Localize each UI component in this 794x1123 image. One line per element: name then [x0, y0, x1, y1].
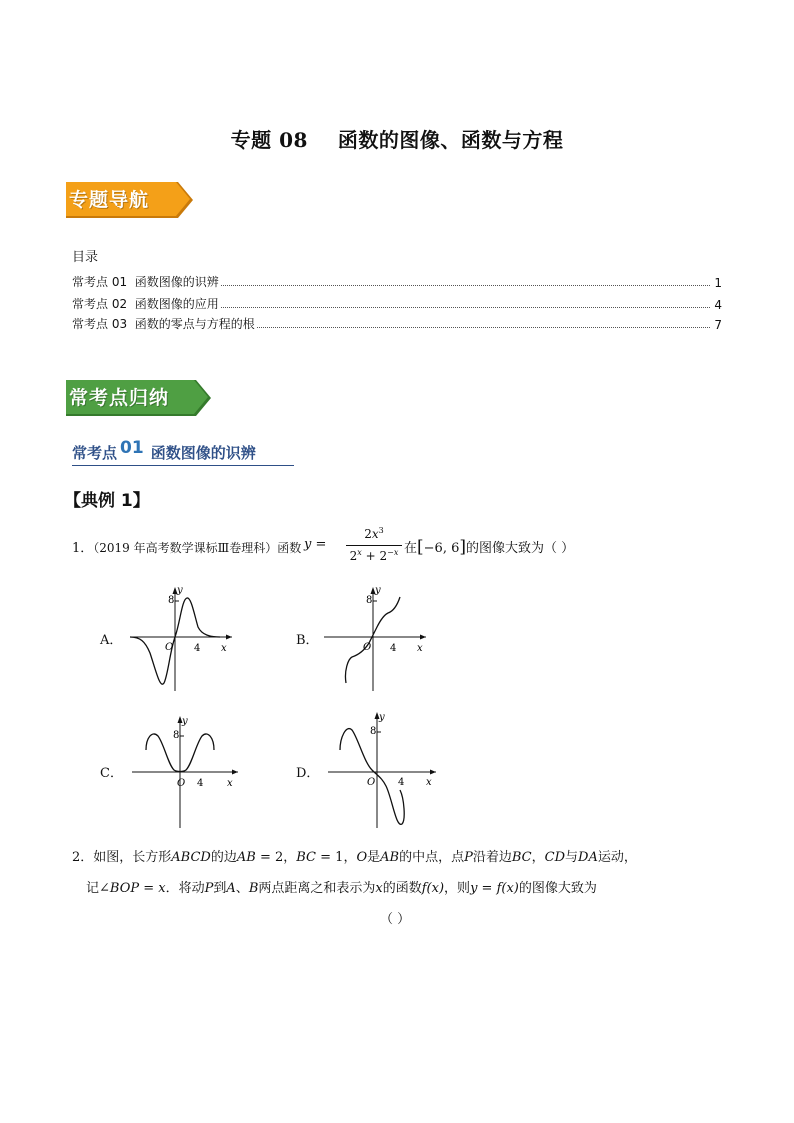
- numerator-coef: 2: [364, 527, 372, 541]
- q2-var: O: [356, 850, 368, 865]
- question-source: （2019 年高考数学课标Ⅲ卷理科）函数: [93, 541, 302, 555]
- question-2-line-1: [72, 846, 637, 865]
- q2-var: BOP: [109, 881, 140, 896]
- q2-text: = 1，: [316, 850, 357, 865]
- toc-item-page: 7: [714, 318, 722, 332]
- summary-banner: [66, 380, 212, 416]
- q2-text: 的函数: [382, 881, 422, 896]
- q2-text: 到: [213, 881, 227, 896]
- x-axis-arrow: [226, 635, 232, 640]
- section-title: 函数图像的识辨: [150, 444, 256, 462]
- q2-var: P: [464, 850, 473, 865]
- q2-var: x: [158, 881, 166, 896]
- toc-leader-dots: [221, 285, 710, 286]
- section-prefix: 常考点: [72, 444, 118, 462]
- q2-text: 如图，长方形: [93, 850, 172, 865]
- q2-text: ．将动: [165, 881, 205, 896]
- x-axis-label: x: [417, 643, 423, 654]
- q2-text: 的边: [210, 850, 237, 865]
- origin-label: O: [165, 642, 174, 653]
- toc-item-label: 常考点 03 函数的零点与方程的根: [72, 317, 255, 331]
- y-axis-label: y: [375, 585, 381, 596]
- q2-var: AB: [380, 850, 400, 865]
- toc-item[interactable]: [72, 272, 722, 290]
- toc-leader-dots: [257, 327, 710, 328]
- q2-text: =: [139, 881, 159, 896]
- q2-var: A: [226, 881, 236, 896]
- fraction-numerator: [344, 526, 404, 541]
- fraction-denominator: [344, 548, 404, 563]
- question-1-suffix: 在[−6, 6]的图像大致为（ ）: [404, 537, 575, 557]
- summary-banner-label: 常考点归纳: [69, 387, 170, 409]
- numerator-var: x: [371, 527, 379, 541]
- option-a-graph[interactable]: [120, 585, 240, 693]
- q2-text: ，: [531, 850, 545, 865]
- formula-y-var: y: [304, 537, 312, 552]
- section-heading: [72, 438, 256, 463]
- nav-banner-label: 专题导航: [69, 189, 150, 211]
- y-axis-label: y: [182, 716, 188, 727]
- toc-item[interactable]: [72, 294, 722, 312]
- q2-var: ABCD: [171, 850, 211, 865]
- formula-equals: =: [311, 537, 327, 552]
- question-mid: 在: [404, 541, 418, 556]
- x-axis-label: x: [426, 777, 432, 788]
- q2-text: 两点距离之和表示为: [258, 881, 376, 896]
- denominator-exp2: −x: [387, 548, 399, 557]
- y-tick-label: 8: [173, 730, 180, 741]
- option-b-graph[interactable]: [314, 585, 434, 693]
- denominator-plus: + 2: [361, 549, 388, 563]
- option-b-label[interactable]: B．: [296, 633, 319, 648]
- toc-item-label: 常考点 02 函数图像的应用: [72, 297, 219, 311]
- x-axis-label: x: [221, 643, 227, 654]
- origin-label: O: [177, 778, 186, 789]
- y-tick-label: 8: [370, 726, 377, 737]
- q2-var: f(x): [421, 881, 445, 896]
- q2-text: 沿着边: [472, 850, 512, 865]
- q2-var: P: [204, 881, 214, 896]
- question-interval: −6, 6: [423, 541, 460, 556]
- toc-item-label: 常考点 01 函数图像的识辨: [72, 275, 219, 289]
- q2-text: 运动，: [597, 850, 637, 865]
- q2-var: y = f(x): [470, 881, 519, 896]
- q2-text: 记∠: [86, 881, 110, 896]
- example-tag: 【典例 1】: [64, 491, 150, 511]
- question-1-prefix: [72, 537, 301, 556]
- option-a-label[interactable]: A．: [100, 633, 123, 648]
- q2-text: 的图像大致为: [518, 881, 597, 896]
- nav-banner: [66, 182, 194, 218]
- q2-var: x: [375, 881, 383, 896]
- option-c-label[interactable]: C．: [100, 766, 123, 781]
- fraction-bar: [346, 545, 402, 546]
- option-d-label[interactable]: D．: [296, 766, 320, 781]
- y-tick-label: 8: [168, 595, 175, 606]
- x-axis-arrow: [232, 770, 238, 775]
- option-d-graph[interactable]: [322, 710, 442, 830]
- toc-item-page: 4: [714, 298, 722, 312]
- document-title: 专题 08 函数的图像、函数与方程: [230, 128, 564, 152]
- y-axis-label: y: [177, 585, 183, 596]
- formula-y: [304, 537, 326, 552]
- toc-item[interactable]: [72, 314, 722, 332]
- y-axis-label: y: [379, 712, 385, 723]
- x-tick-label: 4: [398, 777, 405, 788]
- question-tail: 的图像大致为（ ）: [466, 541, 575, 556]
- section-underline: [72, 465, 294, 466]
- question-2-number: 2．: [72, 850, 94, 865]
- origin-label: O: [367, 777, 376, 788]
- x-axis-label: x: [227, 778, 233, 789]
- q2-text: 、: [235, 881, 249, 896]
- origin-label: O: [363, 642, 372, 653]
- denominator-base: 2: [349, 549, 358, 563]
- section-number: 01: [120, 438, 144, 458]
- q2-var: DA: [578, 850, 598, 865]
- q2-var: BC: [511, 850, 532, 865]
- option-c-graph[interactable]: [124, 714, 244, 830]
- q2-var: B: [248, 881, 259, 896]
- x-tick-label: 4: [197, 778, 204, 789]
- q2-var: BC: [296, 850, 317, 865]
- denominator-exp1: x: [357, 548, 362, 557]
- q2-var: CD: [544, 850, 566, 865]
- q2-text: = 2，: [255, 850, 297, 865]
- x-axis-arrow: [420, 635, 426, 640]
- toc-heading: 目录: [72, 250, 99, 265]
- q2-var: AB: [236, 850, 256, 865]
- toc-leader-dots: [221, 307, 710, 308]
- q2-text: 的中点，点: [399, 850, 465, 865]
- toc-item-page: 1: [714, 276, 722, 290]
- q2-text: ，则: [444, 881, 471, 896]
- x-tick-label: 4: [194, 643, 201, 654]
- x-tick-label: 4: [390, 643, 397, 654]
- q2-text: 与: [565, 850, 579, 865]
- x-axis-arrow: [430, 770, 436, 775]
- numerator-exp: 3: [378, 526, 384, 535]
- question-2-line-2: [86, 877, 597, 896]
- y-tick-label: 8: [366, 595, 373, 606]
- question-number: 1．: [72, 541, 94, 556]
- q2-text: 是: [367, 850, 381, 865]
- question-2-answer-blank: （ ）: [380, 912, 411, 927]
